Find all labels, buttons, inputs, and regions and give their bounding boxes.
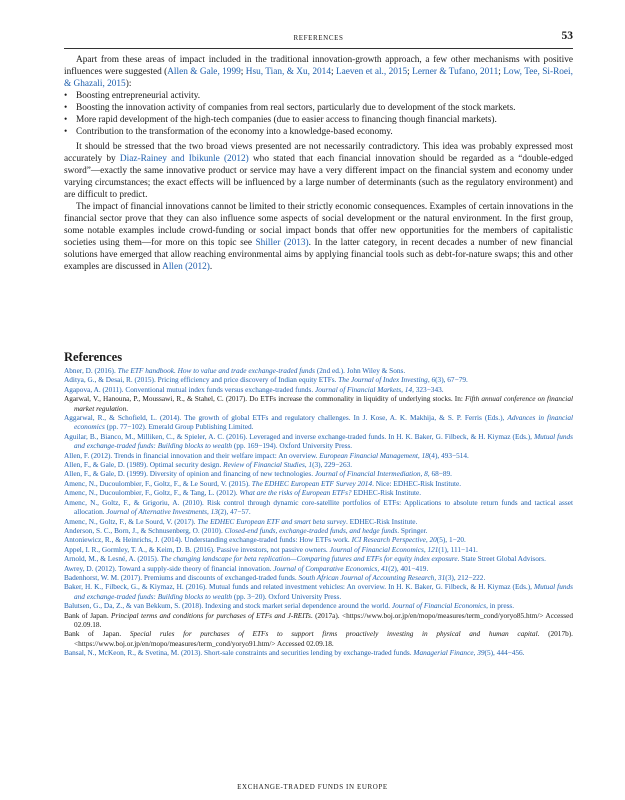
page-footer: EXCHANGE-TRADED FUNDS IN EUROPE — [237, 783, 388, 791]
reference-entry[interactable]: Allen, F., & Gale, D. (1989). Optimal security design. Review of Financial Studies, 1(3), 229−263. — [64, 460, 353, 470]
citation-link[interactable]: Hsu, Tian, & Xu, 2014 — [245, 67, 331, 77]
header-rule — [64, 48, 573, 49]
reference-entry[interactable]: Baker, H. K., Filbeck, G., & Kiymaz, H. (2016). Mutual funds and related investment vehicles: An overview. In H. K. Baker, G. Filbeck, & H. Kiymaz (Eds.), Mutual funds and exchange-traded funds: Building blocks to wealth (pp. 3−20). Oxford University Press. — [64, 582, 573, 601]
reference-entry[interactable]: Balutsen, G., Da, Z., & van Bekkum, S. (2018). Indexing and stock market serial dependence around the world. Journal of Financial Economics, in press. — [64, 601, 515, 611]
citation-link[interactable]: Diaz-Rainey and Ibikunle (2012) — [119, 154, 249, 164]
reference-entry[interactable]: Bank of Japan. Special rules for purchases of ETFs to support firms proactively investing in physical and human capital. (2017b). <https://www.boj.or.jp/en/mopo/measures/term_cond/yoryo91.htm/> Accessed 02.09.18. — [64, 629, 573, 648]
reference-entry[interactable]: Amenc, N., Ducoulombier, F., Goltz, F., & Le Sourd, V. (2015). The EDHEC European ETF Survey 2014. Nice: EDHEC-Risk Institute. — [64, 478, 462, 488]
reference-entry: Agarwal, V., Hanouna, P., Moussawi, R., & Stahel, C. (2017). Do ETFs increase the commonality in liquidity of underlying stocks. In: Fifth annual conference on financial market regulation. — [64, 394, 573, 413]
bullet-item: • Contribution to the transformation of the economy into a knowledge-based economy. — [64, 126, 573, 138]
citation-link[interactable]: Low, Tee, Si-Roei, & Ghazali, 2015 — [64, 67, 573, 89]
reference-entry[interactable]: Awrey, D. (2012). Toward a supply-side theory of financial innovation. Journal of Comparative Economics, 41(2), 401−419. — [64, 563, 429, 573]
paragraph-social-impact: The impact of financial innovations cannot be limited to their strictly economic consequences. Examples of certain innovations in the financial sector prove that they can also influence some aspects of social development or the natural environment. In the first group, some notable examples include crowd-funding or social impact bonds that offer new opportunities for the members of capitalistic societies using them—for more on this topic see Shiller (2013). In the latter category, in recent decades a number of new financial solutions have emerged that allow reaching environmental aims by applying financial tools such as debt-for-nature swaps; this and other examples are discussed in Allen (2012). — [64, 202, 573, 272]
reference-entry[interactable]: Agapova, A. (2011). Conventional mutual index funds versus exchange-traded funds. Journal of Financial Markets, 14, 323−343. — [64, 384, 444, 394]
bullet-item: • More rapid development of the high-tech companies (due to easier access to financing though financial markets). — [64, 114, 573, 126]
references-heading: References — [64, 350, 123, 364]
citation-link[interactable]: Laeven et al., 2015 — [335, 67, 408, 77]
reference-entry[interactable]: Amenc, N., Ducoulombier, F., Goltz, F., & Tang, L. (2012). What are the risks of European ETFs? EDHEC-Risk Institute. — [64, 488, 422, 498]
reference-entry[interactable]: Aguilar, B., Bianco, M., Milliken, C., & Spieler, A. C. (2016). Leveraged and inverse exchange-traded funds. In H. K. Baker, G. Filbeck, & H. Kiymaz (Eds.), Mutual funds and exchange-traded funds: Building blocks to wealth (pp. 169−194). Oxford University Press. — [64, 431, 573, 451]
reference-entry[interactable]: Badenhorst, W. M. (2017). Premiums and discounts of exchanged-traded funds. South African Journal of Accounting Research, 31(3), 212−222. — [64, 572, 486, 582]
reference-entry[interactable]: Bansal, N., McKeon, R., & Svetina, M. (2013). Short-sale constraints and securities lending by exchange-traded funds. Managerial Finance, 39(5), 444−456. — [64, 648, 525, 658]
reference-entry[interactable]: Antoniewicz, R., & Heinrichs, J. (2014). Understanding exchange-traded funds: How ETFs work. ICI Research Perspective, 20(5), 1−20. — [64, 535, 466, 545]
bullet-list — [64, 90, 573, 138]
citation-link[interactable]: Lerner & Tufano, 2011 — [412, 67, 499, 77]
running-head: REFERENCES — [293, 34, 344, 42]
reference-entry[interactable]: Aggarwal, R., & Schofield, L. (2014). The growth of global ETFs and regulatory challenges. In J. Kose, A. K. Makhija, & S. P. Ferris (Eds.), Advances in financial economics (pp. 77−102). Emerald Group Publishing Limited. — [64, 413, 573, 432]
bullet-item: • Boosting the innovation activity of companies from real sectors, particularly due to development of the stock markets. — [64, 102, 573, 114]
references-list — [64, 366, 573, 658]
reference-entry[interactable]: Anderson, S. C., Born, J., & Schnusenberg, O. (2010). Closed-end funds, exchange-traded funds, and hedge funds. Springer. — [64, 525, 428, 535]
bullet-item: • Boosting entrepreneurial activity. — [64, 90, 573, 102]
reference-entry[interactable]: Amenc, N., Goltz, F., & Grigoriu, A. (2010). Risk control through dynamic core-satellite portfolios of ETFs: Applications to absolute return funds and tactical asset allocation. Journal of Alternative Investments, 13(2), 47−57. — [64, 497, 573, 517]
reference-entry[interactable]: Bank of Japan. Principal terms and conditions for purchases of ETFs and J-REITs. (2017a). <https://www.boj.or.jp/en/mopo/measures/term_cond/yoryo85.htm/> Accessed 02.09.18. — [64, 610, 573, 629]
reference-entry[interactable]: Arnold, M., & Lesné, A. (2015). The changing landscape for beta replication—Comparing futures and ETFs for equity index exposure. State Street Global Advisors. — [64, 554, 546, 564]
reference-entry[interactable]: Aditya, G., & Desai, R. (2015). Pricing efficiency and price discovery of Indian equity ETFs. The Journal of Index Investing, 6(3), 67−79. — [64, 375, 468, 385]
paragraph-double-edged: It should be stressed that the two broad views presented are not necessarily contradictory. This idea was probably expressed most accurately by Diaz-Rainey and Ibikunle (2012) who stated that each financial innovation should be regarded as a “double-edged sword”—exactly the same innovative product or service may have a very different impact on the financial system and economy under varying circumstances; the exact effects will be influenced by a large number of determinants (such as the regulatory environment) and are difficult to predict. — [64, 142, 573, 200]
citation-link[interactable]: Allen (2012) — [162, 262, 210, 272]
reference-entry[interactable]: Amenc, N., Goltz, F., & Le Sourd, V. (2017). The EDHEC European ETF and smart beta survey. EDHEC-Risk Institute. — [64, 516, 418, 526]
reference-entry[interactable]: Allen, F. (2012). Trends in financial innovation and their welfare impact: An overview. European Financial Management, 18(4), 493−514. — [64, 450, 469, 460]
citation-link[interactable]: Shiller (2013) — [255, 238, 309, 248]
reference-entry[interactable]: Appel, I. R., Gormley, T. A., & Keim, D. B. (2016). Passive investors, not passive owners. Journal of Financial Economics, 121(1), 111−141. — [64, 544, 478, 554]
page-header — [64, 30, 573, 46]
body-text — [64, 54, 573, 273]
reference-entry[interactable]: Allen, F., & Gale, D. (1999). Diversity of opinion and financing of new technologies. Journal of Financial Intermediation, 8, 68−89. — [64, 469, 452, 479]
paragraph-mechanisms: Apart from these areas of impact included in the traditional innovation-growth approach, a few other mechanisms with positive influences were suggested (Allen & Gale, 1999; Hsu, Tian, & Xu, 2014; Laeven et al., 2015; Lerner & Tufano, 2011; Low, Tee, Si-Roei, & Ghazali, 2015): — [64, 55, 573, 89]
reference-entry[interactable]: Abner, D. (2016). The ETF handbook. How to value and trade exchange-traded funds (2nd ed.). John Wiley & Sons. — [64, 366, 406, 375]
page-number: 53 — [561, 30, 573, 42]
citation-link[interactable]: Allen & Gale, 1999 — [167, 67, 241, 77]
